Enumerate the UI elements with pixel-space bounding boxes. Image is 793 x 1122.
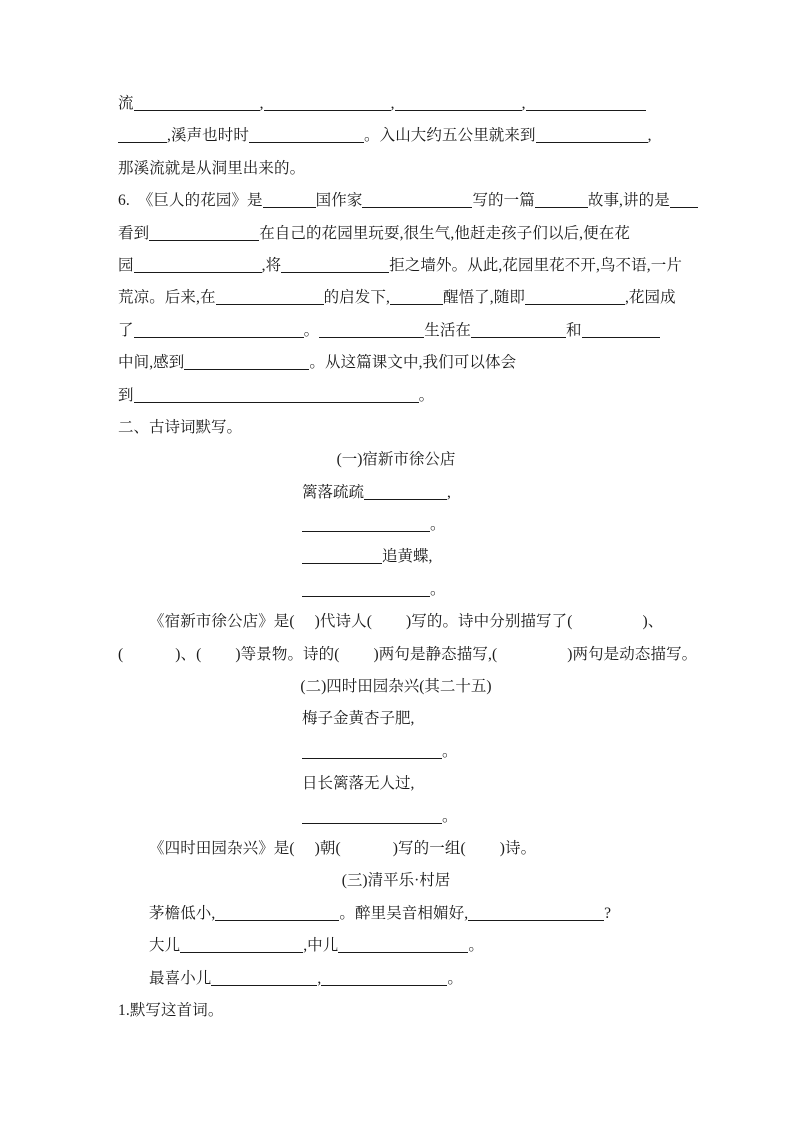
blank-field[interactable] [180,939,303,953]
q6-line-2 [118,218,674,250]
q5-sep-1: , [259,95,264,112]
poem-1-qc: )写的。诗中分别描写了( [406,613,573,631]
blank-field[interactable] [216,291,324,305]
blank-field[interactable] [536,129,648,143]
blank-field[interactable] [249,129,364,143]
blank-field[interactable] [338,939,468,953]
q5-sep-4: , [167,127,171,145]
poem-2-l1: 梅子金黄杏子肥, [302,710,415,728]
poem-3-line-2 [118,930,674,962]
poem-1-qa: 《宿新市徐公店》是( [149,613,295,631]
blank-field[interactable] [468,907,604,921]
q6-t2: 国作家 [315,192,363,210]
q6-l3a: 园 [118,256,134,274]
q6-t4: 故事,讲的是 [587,192,670,210]
poem-2-title: (二)四时田园杂兴(其二十五) [300,678,492,696]
blank-field[interactable] [319,324,424,338]
poem-3-l1c: ? [604,904,612,922]
blank-field[interactable] [134,97,260,111]
blank-field[interactable] [471,324,566,338]
poem-2-qd: )诗。 [499,839,537,857]
poem-2-line-2 [118,736,674,768]
poem-1-q2a: ( [118,645,124,663]
blank-field[interactable] [395,97,522,111]
blank-field[interactable] [670,194,698,208]
blank-field[interactable] [302,810,442,824]
poem-3-line-3 [118,963,674,995]
q5-text-1: 溪声也时时 [170,127,249,145]
poem-1-line-1 [118,477,674,509]
poem-1-title: (一)宿新市徐公店 [336,451,456,469]
blank-field[interactable] [525,291,625,305]
poem-2-l2-end: 。 [442,742,458,760]
blank-field[interactable] [134,324,304,338]
q6-t3: 写的一篇 [472,192,535,210]
q5-line-1 [118,88,674,120]
poem-2-qc: )写的一组( [392,839,466,857]
q6-title: 《巨人的花园》是 [137,192,263,210]
poem-2-qa: 《四时田园杂兴》是( [149,839,295,857]
q5-text-2: 。入山大约五公里就来到 [364,127,536,145]
q6-l7a: 到 [118,386,134,404]
blank-field[interactable] [302,550,382,564]
blank-field[interactable] [582,324,660,338]
q5-end: , [647,127,652,145]
poem-1-question-line-1 [118,606,674,638]
q6-l6b: 。从这篇课文中,我们可以体会 [309,354,517,372]
page-content [118,88,698,1027]
poem-1-l1-text: 篱落疏疏 [302,483,365,501]
poem-1-line-4 [118,574,674,606]
poem-1-qd: )、 [642,613,664,631]
poem-3-sub-question-1: 1.默写这首词。 [118,1001,224,1019]
q6-l3b: ,将 [261,256,282,274]
q6-l4c: 醒悟了,随即 [442,289,525,307]
poem-3-l1a: 茅檐低小, [149,904,216,922]
blank-field[interactable] [302,745,442,759]
blank-field[interactable] [134,389,419,403]
poem-1-q2c: )等景物。诗的( [235,645,340,663]
q5-line-2 [118,120,674,152]
blank-field[interactable] [281,259,389,273]
q6-l3c: 拒之墙外。从此,花园里花不开,鸟不语,一片 [389,256,682,274]
q5-sep-3: , [521,95,526,112]
poem-2-question-line [118,833,674,865]
q6-line-6 [118,347,674,379]
q6-l4b: 的启发下, [323,289,390,307]
poem-3-l2c: 。 [468,937,484,955]
poem-3-line-1 [118,898,674,930]
blank-field[interactable] [321,972,447,986]
q5-sep-2: , [390,95,395,112]
q5-line-3 [118,153,674,185]
poem-1-l3-text: 追黄蝶, [382,548,433,566]
blank-field[interactable] [302,518,430,532]
poem-1-qb: )代诗人( [314,613,372,631]
poem-1-q2d: )两句是静态描写,( [373,645,498,663]
poem-3-l2a: 大儿 [149,937,181,955]
poem-3-title: (三)清平乐·村居 [341,872,451,890]
poem-2-line-1 [118,703,674,735]
q5-prefix: 流 [118,95,134,112]
q6-line-1 [118,185,674,217]
poem-3-l1b: 。醉里吴音相媚好, [339,904,469,922]
poem-2-line-4 [118,801,674,833]
blank-field[interactable] [362,194,472,208]
blank-field[interactable] [264,97,391,111]
poem-3-l3a: 最喜小儿 [149,969,212,987]
q6-l4a: 荒凉。后来,在 [118,289,216,307]
poem-1-question-line-2 [118,639,698,671]
blank-field[interactable] [118,129,167,143]
blank-field[interactable] [302,583,430,597]
q6-l2b: 在自己的花园里玩耍,很生气,他赶走孩子们以后,便在花 [259,224,630,242]
poem-1-line-2 [118,509,674,541]
poem-2-qb: )朝( [314,839,341,857]
blank-field[interactable] [364,486,447,500]
q6-l4d: ,花园成 [624,289,676,307]
q6-l7b: 。 [418,386,435,404]
q6-l6a: 中间,感到 [118,354,185,372]
q6-l5c: 生活在 [424,321,472,339]
blank-field[interactable] [215,907,339,921]
poem-1-line-3 [118,541,674,573]
q6-l2a: 看到 [118,224,150,242]
blank-field[interactable] [134,259,262,273]
q6-number: 6. [118,192,130,210]
q6-line-3 [118,250,682,282]
q6-line-4 [118,282,674,314]
poem-2-l3: 日长篱落无人过, [302,775,415,793]
q6-l5d: 和 [566,321,582,339]
blank-field[interactable] [184,356,309,370]
poem-1-l2-end: 。 [430,516,446,534]
blank-field[interactable] [390,291,443,305]
q6-line-7 [118,380,674,412]
poem-2-line-3 [118,768,674,800]
poem-1-l4-end: 。 [430,580,446,598]
q6-l5b: 。 [303,321,320,339]
poem-2-l4-end: 。 [442,807,458,825]
poem-3-l3c: 。 [447,969,463,987]
poem-1-q2b: )、( [175,645,202,663]
blank-field[interactable] [149,227,259,241]
poem-1-l1-end: , [447,483,451,501]
blank-field[interactable] [526,97,646,111]
poem-3-l2b: ,中儿 [303,937,339,955]
poem-1-q2e: )两句是动态描写。 [567,645,698,663]
blank-field[interactable] [535,194,588,208]
q6-l5a: 了 [118,321,134,339]
blank-field[interactable] [211,972,317,986]
q5-text-3: 那溪流就是从洞里出来的。 [118,159,306,177]
section-2-heading: 二、古诗词默写。 [118,418,243,436]
blank-field[interactable] [263,194,316,208]
poem-3-l3b: , [317,969,322,987]
q6-line-5 [118,315,674,347]
